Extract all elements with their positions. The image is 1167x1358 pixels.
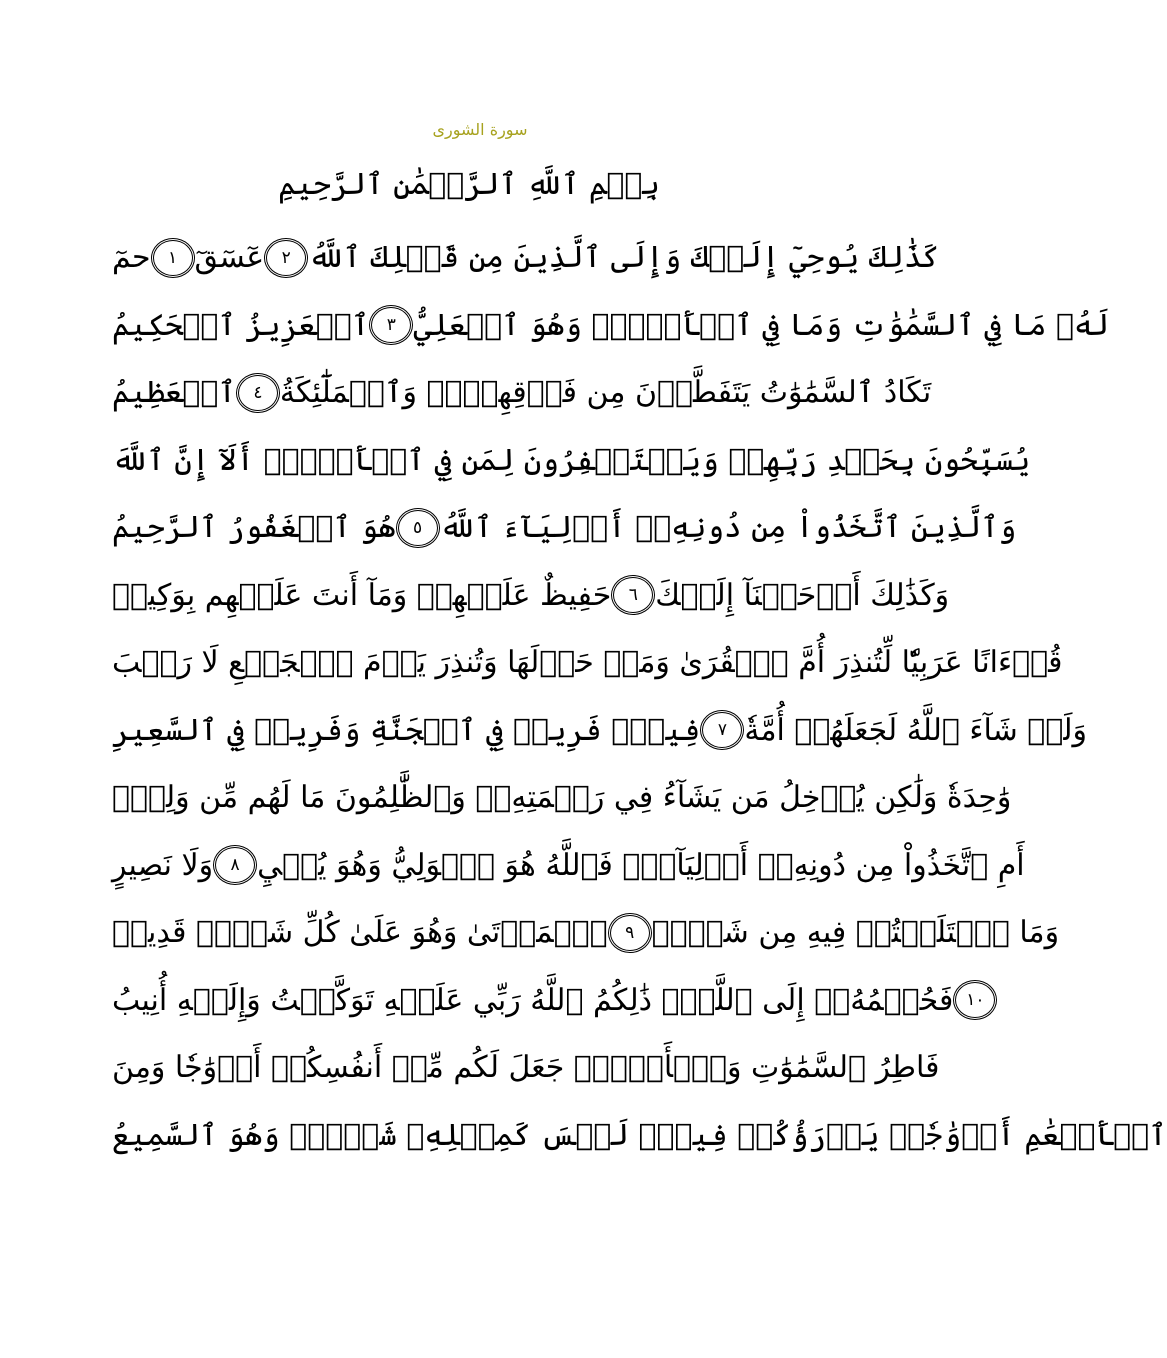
verse-text: يُسَبِّحُونَ بِحَمۡدِ رَبِّهِمۡ وَيَسۡتَغۡفِرُونَ لِمَن فِي ٱلۡأَرۡضِۗ أَلَآ إِنَّ ٱللَّهَ — [112, 442, 1031, 478]
verse-line — [112, 1102, 1167, 1170]
verse-text: عٓسٓقٓ — [194, 240, 265, 276]
verse-text: أَمِ ٱتَّخَذُواْ مِن دُونِهِۦٓ أَوۡلِيَآءَۖ فَٱللَّهُ هُوَ ٱلۡوَلِيُّ وَهُوَ يُحۡيِ — [257, 847, 1025, 883]
verse-text: وَلَا نَصِيرٍ — [112, 847, 214, 883]
verse-text: ٱلۡأَنۡعَٰمِ أَزۡوَٰجٗاۖ يَذۡرَؤُكُمۡ فِيهِۚ لَيۡسَ كَمِثۡلِهِۦ شَيۡءٞۖ وَهُوَ ٱلسَّمِيعُ — [112, 1117, 1167, 1153]
verse-line — [112, 629, 1063, 697]
verse-line — [112, 1034, 940, 1102]
verse-text: وَٱلَّذِينَ ٱتَّخَذُواْ مِن دُونِهِۦٓ أَوۡلِيَآءَ ٱللَّهُ — [439, 510, 1017, 546]
verse-text: حَفِيظٌ عَلَيۡهِمۡ وَمَآ أَنتَ عَلَيۡهِم بِوَكِيلٖ — [112, 577, 612, 613]
ayah-number-marker: ٦ — [611, 575, 655, 615]
ayah-number-marker: ١٠ — [953, 980, 997, 1020]
ayah-number-marker: ٣ — [369, 305, 413, 345]
verse-text: وَٰحِدَةٗ وَلَٰكِن يُدۡخِلُ مَن يَشَآءُ فِي رَحۡمَتِهِۦۚ وَٱلظَّٰلِمُونَ مَا لَهُم مِّن وَلِيّٖ — [112, 780, 1012, 816]
ayah-number-marker: ٤ — [236, 373, 280, 413]
verse-text: قُرۡءَانًا عَرَبِيّٗا لِّتُنذِرَ أُمَّ ٱلۡقُرَىٰ وَمَنۡ حَوۡلَهَا وَتُنذِرَ يَوۡمَ ٱلۡجَمۡعِ لَا رَيۡبَ — [112, 645, 1063, 681]
ayah-number-marker: ١ — [151, 238, 195, 278]
verse-text: ٱلۡعَظِيمُ — [112, 375, 236, 411]
ayah-number-marker: ٢ — [264, 238, 308, 278]
verse-line — [112, 562, 950, 630]
ayah-number-marker: ٩ — [608, 913, 652, 953]
verse-line — [112, 967, 985, 1035]
surah-title: سورة الشورى — [432, 120, 528, 139]
verse-line — [112, 224, 940, 292]
verse-line — [112, 494, 1017, 562]
verse-text: فَحُكۡمُهُۥٓ إِلَى ٱللَّهِۚ ذَٰلِكُمُ ٱللَّهُ رَبِّي عَلَيۡهِ تَوَكَّلۡتُ وَإِلَيۡهِ أُنِيبُ — [112, 982, 954, 1018]
verse-line — [112, 832, 1025, 900]
verse-line — [112, 292, 1110, 360]
verse-text: ٱلۡمَوۡتَىٰ وَهُوَ عَلَىٰ كُلِّ شَيۡءٖ قَدِيرٞ — [112, 915, 608, 951]
verse-text: فَاطِرُ ٱلسَّمَٰوَٰتِ وَٱلۡأَرۡضِۚ جَعَلَ لَكُم مِّنۡ أَنفُسِكُمۡ أَزۡوَٰجٗا وَمِنَ — [112, 1050, 940, 1086]
verse-text: كَذَٰلِكَ يُوحِيٓ إِلَيۡكَ وَإِلَى ٱلَّذِينَ مِن قَبۡلِكَ ٱللَّهُ — [308, 240, 940, 276]
verse-text: وَكَذَٰلِكَ أَوۡحَيۡنَآ إِلَيۡكَ — [655, 577, 950, 613]
verse-text: فِيهِۚ فَرِيقٞ فِي ٱلۡجَنَّةِ وَفَرِيقٞ فِي ٱلسَّعِيرِ — [112, 712, 701, 748]
verse-text: وَمَا ٱخۡتَلَفۡتُمۡ فِيهِ مِن شَيۡءٖ — [651, 915, 1060, 951]
basmala: بِسۡمِ ٱللَّهِ ٱلرَّحۡمَٰنِ ٱلرَّحِيمِ — [278, 167, 660, 202]
ayah-number-marker: ٥ — [396, 508, 440, 548]
ayah-number-marker: ٧ — [700, 710, 744, 750]
verse-text: وَلَوۡ شَآءَ ٱللَّهُ لَجَعَلَهُمۡ أُمَّةٗ — [744, 712, 1087, 748]
verse-lines — [112, 224, 1167, 1169]
verse-line — [112, 697, 1087, 765]
verse-text: تَكَادُ ٱلسَّمَٰوَٰتُ يَتَفَطَّرۡنَ مِن فَوۡقِهِنَّۚ وَٱلۡمَلَٰٓئِكَةُ — [279, 375, 932, 411]
verse-line — [112, 427, 1031, 495]
verse-line — [112, 359, 932, 427]
verse-text: ٱلۡعَزِيزُ ٱلۡحَكِيمُ — [112, 307, 370, 343]
ayah-number-marker: ٨ — [213, 845, 257, 885]
verse-line — [112, 764, 1012, 832]
verse-text: حمٓ — [112, 240, 151, 276]
verse-text: هُوَ ٱلۡغَفُورُ ٱلرَّحِيمُ — [112, 510, 396, 546]
verse-text: لَهُۥ مَا فِي ٱلسَّمَٰوَٰتِ وَمَا فِي ٱلۡأَرۡضِۖ وَهُوَ ٱلۡعَلِيُّ — [413, 307, 1110, 343]
verse-line — [112, 899, 1060, 967]
